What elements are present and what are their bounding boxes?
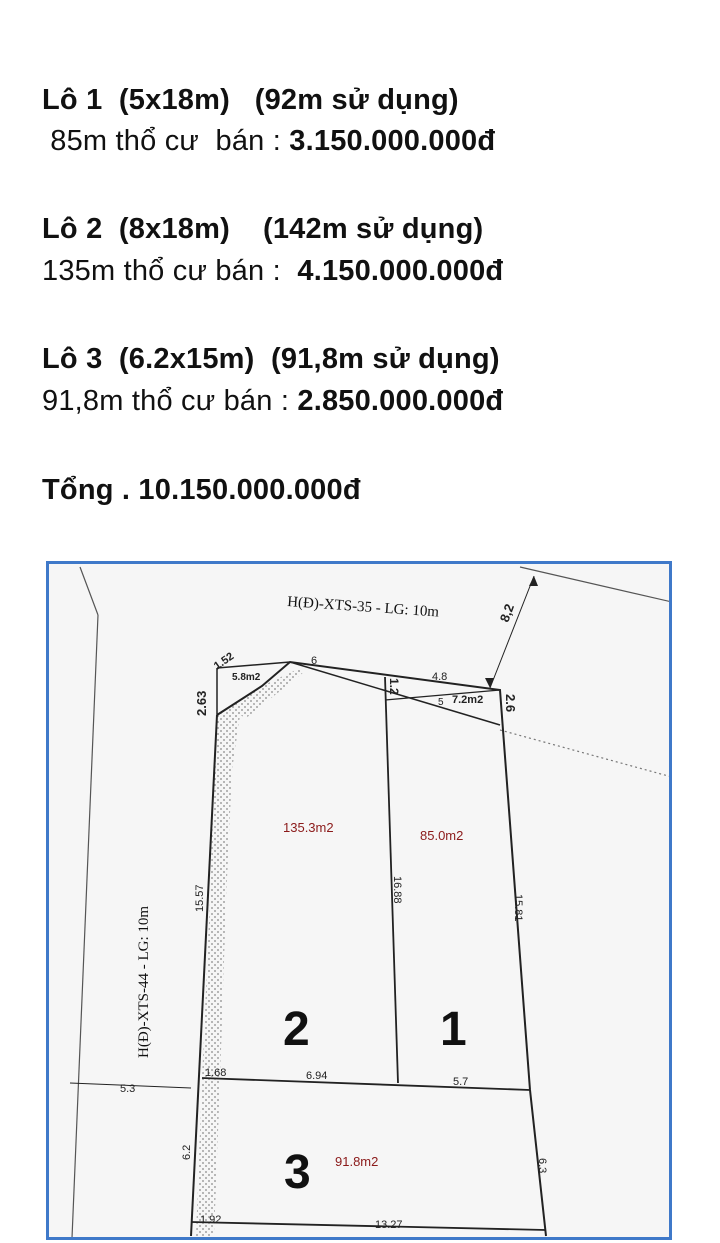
arrow-head-icon	[485, 678, 494, 688]
lot1-area: 85.0m2	[420, 828, 464, 843]
dimension-label: 8,2	[496, 601, 518, 625]
plot-outline-bottom	[191, 1222, 546, 1230]
total-price: Tổng . 10.150.000.000đ	[42, 474, 361, 506]
dimension-label: 15.57	[194, 884, 206, 912]
dimension-label: 16.88	[391, 876, 403, 904]
road-edge-line	[72, 615, 98, 1237]
lot3-detail	[42, 385, 503, 418]
dimension-label: 6.3	[536, 1158, 548, 1174]
dimension-label: 1.68	[205, 1067, 227, 1079]
dimension-label: 15.81	[512, 894, 524, 922]
dimension-label: 4.8	[432, 671, 448, 683]
plot-outline	[217, 662, 546, 1236]
dimension-label: 6	[311, 655, 318, 667]
lot3-number: 3	[284, 1146, 311, 1199]
road-left-label: H(Đ)-XTS-44 - LG: 10m	[136, 905, 152, 1058]
lot1-number: 1	[440, 1003, 467, 1056]
lot3-price: 2.850.000.000đ	[297, 385, 504, 417]
dimension-label: 5.7	[453, 1076, 469, 1088]
dimension-arrow-8-2	[490, 576, 534, 688]
lot3-detail-label: 91,8m thổ cư bán :	[42, 385, 298, 417]
land-plot-map	[46, 561, 672, 1240]
lot2-detail-label: 135m thổ cư bán :	[42, 255, 298, 287]
lot1-detail-label: 85m thổ cư bán :	[42, 125, 290, 157]
dimension-label: 1.92	[200, 1214, 222, 1226]
road-edge-line	[80, 567, 98, 615]
lot2-detail	[42, 255, 503, 288]
lot2-price: 4.150.000.000đ	[297, 255, 504, 287]
dimension-label: 5	[438, 697, 444, 708]
lot3-divider	[202, 1078, 530, 1090]
lot2-number: 2	[283, 1003, 310, 1056]
dimension-label: 6.2	[181, 1144, 193, 1160]
lot2-header: Lô 2 (8x18m) (142m sử dụng)	[42, 213, 484, 245]
dimension-label: 2.6	[503, 694, 518, 713]
dimension-label: 2.63	[194, 690, 209, 716]
dimension-label: 1.2	[387, 678, 401, 695]
lot3-area: 91.8m2	[335, 1154, 379, 1169]
lot1-detail	[42, 125, 495, 158]
dimension-label: 6.94	[306, 1070, 328, 1082]
setback-dotted-line	[500, 730, 669, 777]
dimension-label: 5.3	[120, 1083, 136, 1095]
lot3-header: Lô 3 (6.2x15m) (91,8m sử dụng)	[42, 343, 500, 375]
lot2-area: 135.3m2	[283, 820, 334, 835]
dimension-label: 1.52	[211, 650, 237, 673]
dimension-label: 13.27	[375, 1219, 403, 1231]
arrow-head-icon	[529, 576, 538, 586]
corner-left-area: 5.8m2	[232, 672, 261, 683]
corner-right-area: 7.2m2	[452, 694, 484, 706]
road-edge-line	[520, 567, 669, 602]
road-top-label: H(Đ)-XTS-35 - LG: 10m	[286, 594, 440, 621]
plot-diagram	[49, 564, 669, 1237]
lot1-header: Lô 1 (5x18m) (92m sử dụng)	[42, 84, 459, 116]
lot1-price: 3.150.000.000đ	[289, 125, 496, 157]
